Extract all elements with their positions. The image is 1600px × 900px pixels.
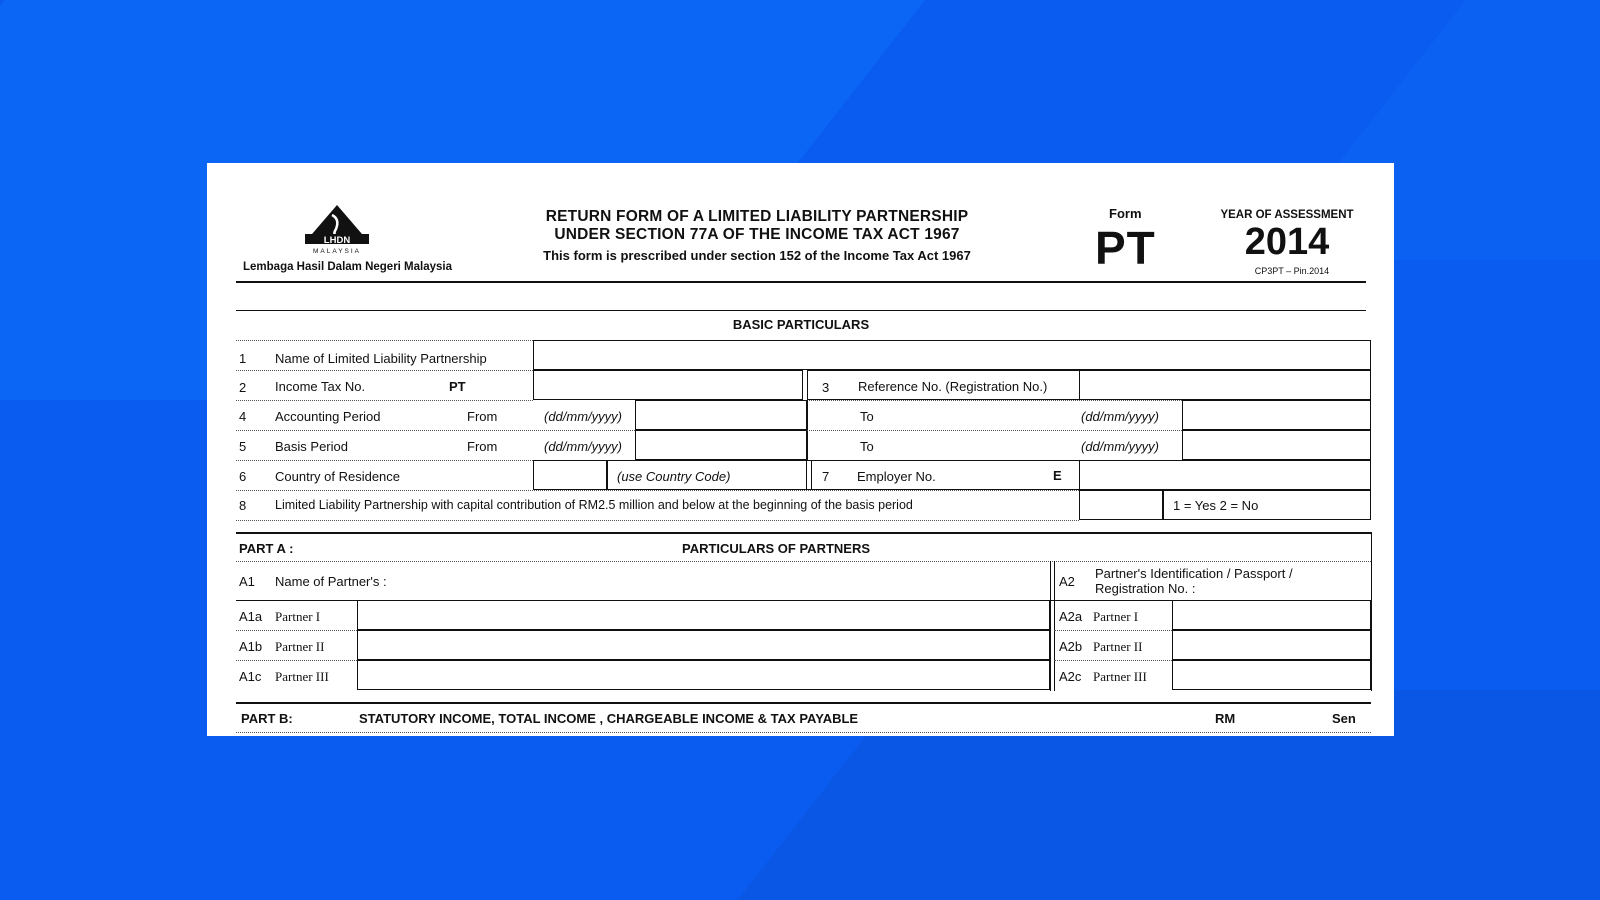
partner-row-label: Partner III bbox=[275, 669, 329, 684]
partner-3-id-field[interactable] bbox=[1172, 660, 1371, 690]
year-of-assessment: 2014 bbox=[1244, 221, 1330, 263]
part-b-divider bbox=[236, 702, 1371, 704]
part-b-label: PART B: bbox=[241, 711, 293, 726]
part-a-divider bbox=[236, 532, 1371, 534]
form-code: PT bbox=[1095, 222, 1156, 274]
country-code-field[interactable] bbox=[533, 460, 607, 490]
form-label: Form bbox=[1109, 206, 1142, 221]
employer-no-field[interactable] bbox=[1079, 460, 1371, 490]
from-label: From bbox=[467, 439, 498, 454]
partner-row-number: A1b bbox=[239, 639, 263, 654]
date-format-hint: (dd/mm/yyyy) bbox=[544, 409, 622, 424]
part-a-title: PARTICULARS OF PARTNERS bbox=[682, 541, 871, 556]
capital-contribution-label: Limited Liability Partnership with capital contribution of RM2.5 million and below at the beginning of the basis period bbox=[275, 498, 913, 512]
country-of-residence-label: Country of Residence bbox=[275, 469, 401, 484]
dotted-rule bbox=[236, 490, 1079, 491]
dotted-rule bbox=[807, 430, 1182, 431]
column-divider bbox=[811, 460, 812, 490]
svg-text:LHDN: LHDN bbox=[323, 235, 351, 246]
income-tax-no-field[interactable] bbox=[533, 370, 803, 400]
accounting-period-from-field[interactable] bbox=[635, 400, 807, 430]
svg-text:MALAYSIA: MALAYSIA bbox=[312, 248, 362, 255]
employer-no-prefix: E bbox=[1053, 468, 1062, 483]
dotted-rule bbox=[807, 400, 1182, 401]
rm-column-header: RM bbox=[1215, 711, 1236, 726]
employer-no-label: Employer No. bbox=[857, 469, 936, 484]
partner-row-number: A2c bbox=[1059, 669, 1082, 684]
partner-1-name-field[interactable] bbox=[357, 600, 1050, 630]
column-divider bbox=[1050, 561, 1051, 691]
date-format-hint: (dd/mm/yyyy) bbox=[1081, 409, 1159, 424]
basis-period-to-field[interactable] bbox=[1182, 430, 1371, 460]
to-label: To bbox=[860, 439, 874, 454]
basic-particulars-title: BASIC PARTICULARS bbox=[732, 317, 870, 332]
dotted-rule bbox=[236, 561, 1371, 562]
row-number: 2 bbox=[239, 380, 247, 395]
partner-row-number: A1c bbox=[239, 669, 262, 684]
column-divider bbox=[1054, 561, 1055, 691]
employer-no-label-box bbox=[807, 460, 1079, 490]
partner-id-label: Partner's Identification / Passport / bbox=[1095, 566, 1293, 581]
dotted-rule bbox=[1054, 630, 1172, 631]
income-tax-no-label: Income Tax No. bbox=[275, 379, 366, 394]
accounting-period-label: Accounting Period bbox=[275, 409, 381, 424]
dotted-rule bbox=[236, 630, 357, 631]
income-tax-prefix: PT bbox=[449, 379, 466, 394]
row-number: 3 bbox=[822, 380, 830, 395]
partner-2-name-field[interactable] bbox=[357, 630, 1050, 660]
sen-column-header: Sen bbox=[1332, 711, 1356, 726]
form-document bbox=[207, 163, 1394, 736]
accounting-period-to-field[interactable] bbox=[1182, 400, 1371, 430]
partner-row-number: A1a bbox=[239, 609, 263, 624]
dotted-rule bbox=[236, 400, 533, 401]
reference-no-label: Reference No. (Registration No.) bbox=[858, 379, 1048, 394]
to-label: To bbox=[860, 409, 874, 424]
year-of-assessment-label: YEAR OF ASSESSMENT bbox=[1220, 209, 1354, 221]
partner-row-label: Partner I bbox=[275, 609, 321, 624]
dotted-rule bbox=[236, 732, 1371, 733]
date-format-hint: (dd/mm/yyyy) bbox=[1081, 439, 1159, 454]
dotted-rule bbox=[236, 660, 357, 661]
row-number: 7 bbox=[822, 469, 830, 484]
partner-1-id-field[interactable] bbox=[1172, 600, 1371, 630]
llp-name-label: Name of Limited Liability Partnership bbox=[275, 351, 487, 366]
dotted-rule bbox=[236, 370, 533, 371]
dotted-rule bbox=[1054, 660, 1172, 661]
dotted-rule bbox=[236, 340, 533, 341]
from-label: From bbox=[467, 409, 498, 424]
organization-name: Lembaga Hasil Dalam Negeri Malaysia bbox=[243, 261, 453, 273]
partner-row-label: Partner II bbox=[1093, 639, 1143, 654]
column-divider bbox=[1371, 532, 1372, 562]
header-divider bbox=[236, 281, 1366, 283]
a1-number: A1 bbox=[239, 574, 255, 589]
row-number: 4 bbox=[239, 409, 247, 424]
lhdn-logo-icon bbox=[302, 203, 372, 255]
partner-row-label: Partner III bbox=[1093, 669, 1147, 684]
partner-name-label: Name of Partner's : bbox=[275, 574, 387, 589]
basis-period-from-field[interactable] bbox=[635, 430, 807, 460]
part-a-label: PART A : bbox=[239, 541, 294, 556]
form-reference: CP3PT – Pin.2014 bbox=[1254, 266, 1330, 276]
partner-2-id-field[interactable] bbox=[1172, 630, 1371, 660]
partner-3-name-field[interactable] bbox=[357, 660, 1050, 690]
partner-row-label: Partner I bbox=[1093, 609, 1139, 624]
partner-row-number: A2a bbox=[1059, 609, 1083, 624]
row-number: 5 bbox=[239, 439, 247, 454]
dotted-rule bbox=[236, 430, 635, 431]
a2-number: A2 bbox=[1059, 574, 1075, 589]
partner-id-label: Registration No. : bbox=[1095, 581, 1196, 596]
reference-no-field[interactable] bbox=[1079, 370, 1371, 400]
yes-no-legend: 1 = Yes 2 = No bbox=[1173, 498, 1259, 513]
llp-name-field[interactable] bbox=[533, 340, 1371, 370]
basis-period-label: Basis Period bbox=[275, 439, 348, 454]
dotted-rule bbox=[236, 520, 1079, 521]
section-divider bbox=[236, 310, 1366, 311]
part-b-title: STATUTORY INCOME, TOTAL INCOME , CHARGEABLE INCOME & TAX PAYABLE bbox=[359, 711, 859, 726]
column-divider bbox=[1371, 561, 1372, 691]
partner-row-label: Partner II bbox=[275, 639, 325, 654]
row-number: 8 bbox=[239, 498, 247, 513]
date-format-hint: (dd/mm/yyyy) bbox=[544, 439, 622, 454]
row-number: 6 bbox=[239, 469, 247, 484]
dotted-rule bbox=[236, 460, 533, 461]
form-title: RETURN FORM OF A LIMITED LIABILITY PARTNERSHIP UNDER SECTION 77A OF THE INCOME TAX ACT 1967 This form is prescribed under section 152 of the Income Tax Act 1967 bbox=[543, 208, 971, 263]
capital-contribution-field[interactable] bbox=[1079, 490, 1163, 520]
partner-row-number: A2b bbox=[1059, 639, 1083, 654]
row-number: 1 bbox=[239, 351, 247, 366]
country-code-hint: (use Country Code) bbox=[617, 469, 731, 484]
